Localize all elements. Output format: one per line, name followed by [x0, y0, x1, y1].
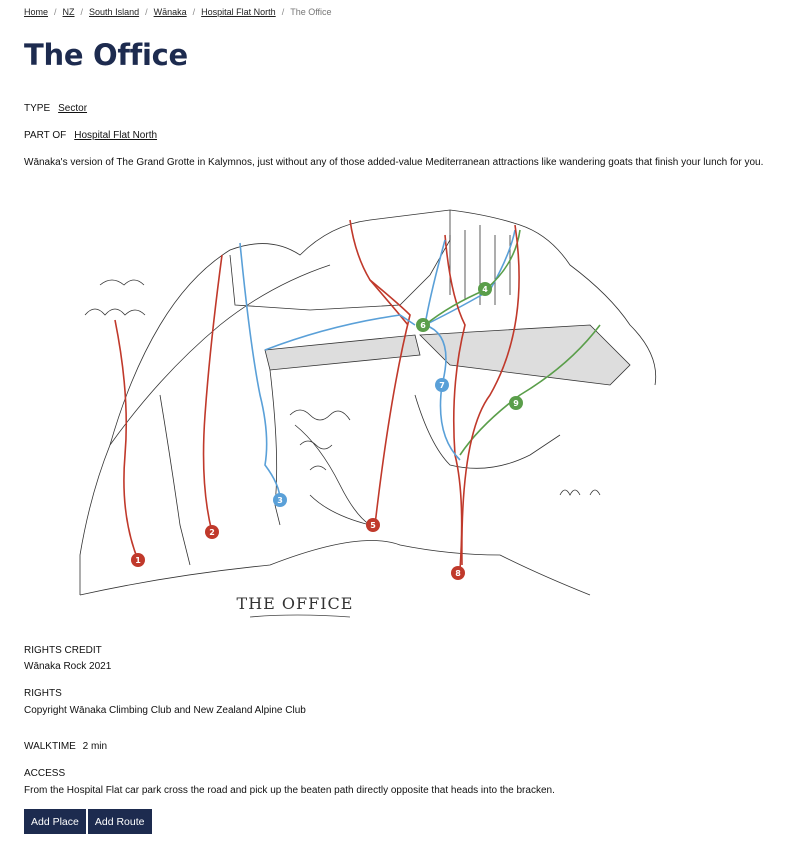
- topo-caption: THE OFFICE: [236, 594, 354, 613]
- walktime-row: [24, 741, 107, 752]
- topo-image: [70, 195, 680, 625]
- crag-sketch: [80, 210, 656, 595]
- add-place-button[interactable]: Add Place: [24, 809, 86, 834]
- route-marker-1: [131, 553, 145, 567]
- svg-text:2: 2: [209, 528, 215, 537]
- svg-text:3: 3: [277, 496, 283, 505]
- breadcrumb-nz[interactable]: NZ: [62, 7, 75, 17]
- part-of-link[interactable]: Hospital Flat North: [74, 130, 158, 141]
- rights-value: Copyright Wānaka Climbing Club and New Zealand Alpine Club: [24, 705, 306, 716]
- breadcrumb-separator: /: [80, 7, 84, 17]
- breadcrumb-wanaka[interactable]: Wānaka: [153, 7, 187, 17]
- breadcrumb-current: The Office: [290, 7, 332, 17]
- type-row: [24, 103, 87, 114]
- access-value: From the Hospital Flat car park cross the road and pick up the beaten path directly opposite that heads into the bracken.: [24, 785, 555, 796]
- route-marker-8: [451, 566, 465, 580]
- part-of-label: PART OF: [24, 130, 67, 141]
- breadcrumb-home[interactable]: Home: [24, 7, 49, 17]
- svg-text:8: 8: [455, 569, 461, 578]
- svg-text:5: 5: [370, 521, 376, 530]
- add-route-button[interactable]: Add Route: [88, 809, 152, 834]
- type-link[interactable]: Sector: [58, 103, 88, 114]
- route-marker-5: [366, 518, 380, 532]
- action-buttons: [24, 809, 152, 834]
- breadcrumb-separator: /: [54, 7, 57, 17]
- breadcrumb: [24, 7, 332, 17]
- route-lines: [115, 220, 600, 570]
- breadcrumb-separator: /: [281, 7, 285, 17]
- access-label: ACCESS: [24, 768, 66, 779]
- svg-text:9: 9: [513, 399, 519, 408]
- svg-text:1: 1: [135, 556, 141, 565]
- route-marker-7: [435, 378, 449, 392]
- walktime-value: 2 min: [82, 741, 108, 752]
- description: Wānaka's version of The Grand Grotte in Kalymnos, just without any of those added-value Mediterranean attractions like wandering goats that finish your lunch for you.: [24, 157, 764, 168]
- type-label: TYPE: [24, 103, 51, 114]
- walktime-label: WALKTIME: [24, 741, 76, 752]
- rights-credit-value: Wānaka Rock 2021: [24, 661, 112, 672]
- route-marker-4: [478, 282, 492, 296]
- svg-text:4: 4: [482, 285, 488, 294]
- svg-text:6: 6: [420, 321, 426, 330]
- svg-text:7: 7: [439, 381, 445, 390]
- rights-credit-label: RIGHTS CREDIT: [24, 645, 102, 656]
- route-marker-6: [416, 318, 430, 332]
- part-of-row: [24, 130, 157, 141]
- breadcrumb-hospital-flat-north[interactable]: Hospital Flat North: [201, 7, 276, 17]
- route-marker-2: [205, 525, 219, 539]
- breadcrumb-separator: /: [192, 7, 196, 17]
- route-marker-9: [509, 396, 523, 410]
- page-title: The Office: [24, 38, 188, 72]
- rights-label: RIGHTS: [24, 688, 62, 699]
- breadcrumb-separator: /: [145, 7, 148, 17]
- route-marker-3: [273, 493, 287, 507]
- breadcrumb-south-island[interactable]: South Island: [89, 7, 140, 17]
